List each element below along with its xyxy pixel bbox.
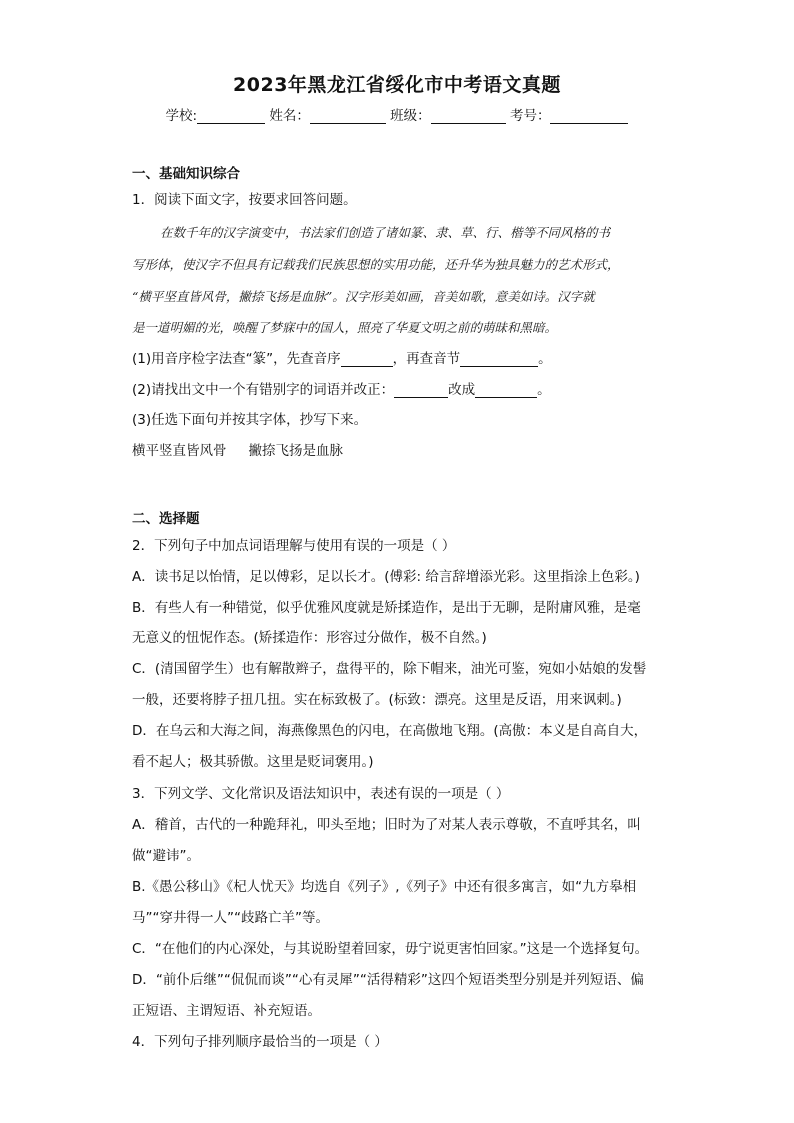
question1-stem: 1．阅读下面文字，按要求回答问题。 xyxy=(132,192,357,208)
option-line: A．稽首，古代的一种跪拜礼，叩头至地；旧时为了对某人表示尊敬，不直呼其名，叫 xyxy=(132,817,641,833)
option-line: C．“在他们的内心深处，与其说盼望着回家，毋宁说更害怕回家。”这是一个选择复句。 xyxy=(132,941,649,957)
option-line: 无意义的忸怩作态。(矫揉造作：形容过分做作，极不自然。) xyxy=(132,630,487,646)
passage-line: 写形体，使汉字不但具有记载我们民族思想的实用功能，还升华为独具魅力的艺术形式， xyxy=(132,257,620,272)
school-field[interactable] xyxy=(197,109,265,124)
school-label: 学校: xyxy=(165,108,198,124)
student-info-line xyxy=(0,104,794,124)
option-line: 看不起人；极其骄傲。这里是贬词褒用。) xyxy=(132,754,374,770)
question-line: 4．下列句子排列顺序最恰当的一项是（ ） xyxy=(132,1034,388,1050)
passage-line: “横平坚直皆风骨，撇捺飞扬是血脉”。汉字形美如画，音美如歌，意美如诗。汉字就 xyxy=(132,289,595,304)
option-line: 正短语、主谓短语、补充短语。 xyxy=(132,1003,321,1019)
exam-number-field[interactable] xyxy=(550,109,628,124)
subquestion-3: (3)任选下面句并按其字体，抄写下来。 xyxy=(132,412,368,428)
section2-heading: 二、选择题 xyxy=(132,511,200,527)
option-line: D．“前仆后继”“侃侃而谈”“心有灵犀”“活得精彩”这四个短语类型分别是并列短语、偏 xyxy=(132,972,644,988)
document-title: 2023年黑龙江省绥化市中考语文真题 xyxy=(233,74,561,96)
section1-heading: 一、基础知识综合 xyxy=(132,166,240,182)
name-label: 姓名： xyxy=(269,108,310,124)
option-line: B.《愚公移山》《杞人忧天》均选自《列子》,《列子》中还有很多寓言，如“九方皋相 xyxy=(132,879,637,895)
passage-line: 在数千年的汉字演变中，书法家们创造了诸如篆、隶、草、行、楷等不同风格的书 xyxy=(160,225,611,240)
question-line: 2．下列句子中加点词语理解与使用有误的一项是（ ） xyxy=(132,538,456,554)
option-line: 马”“穿井得一人”“歧路亡羊”等。 xyxy=(132,910,329,926)
question-line: 3．下列文学、文化常识及语法知识中，表述有误的一项是（ ） xyxy=(132,786,510,802)
answer-blank[interactable] xyxy=(394,383,448,398)
class-field[interactable] xyxy=(431,109,506,124)
option-line: B．有些人有一种错觉，似乎优雅风度就是矫揉造作，是出于无聊，是附庸风雅，是毫 xyxy=(132,600,641,616)
option-line: D．在乌云和大海之间，海燕像黑色的闪电，在高傲地飞翔。(高傲：本义是自高自大， xyxy=(132,723,648,739)
answer-blank[interactable] xyxy=(341,352,393,367)
name-field[interactable] xyxy=(310,109,386,124)
exam-number-label: 考号： xyxy=(509,108,551,124)
passage-line: 是一道明媚的光，唤醒了梦寐中的国人，照亮了华夏文明之前的萌昧和黑暗。 xyxy=(132,320,558,335)
class-label: 班级： xyxy=(390,108,431,124)
option-line: 做“避讳”。 xyxy=(132,848,200,864)
answer-blank[interactable] xyxy=(460,352,538,367)
subquestion-2: (2)请找出文中一个有错别字的词语并改正： 改成 。 xyxy=(132,382,551,398)
option-line: C．(清国留学生）也有解散辫子，盘得平的，除下帽来，油光可鉴，宛如小姑娘的发髻 xyxy=(132,661,647,677)
copy-sentences: 横平竖直皆风骨 撇捺飞扬是血脉 xyxy=(132,443,343,459)
answer-blank[interactable] xyxy=(475,383,537,398)
option-line: A．读书足以怡情，足以傅彩，足以长才。(傅彩: 给言辞增添光彩。这里指涂上色彩。) xyxy=(132,569,640,585)
subquestion-1: (1)用音序检字法查“篆”，先查音序 ，再查音节 。 xyxy=(132,351,552,367)
option-line: 一般，还要将脖子扭几扭。实在标致极了。(标致：漂亮。这里是反语，用来讽刺。) xyxy=(132,692,622,708)
